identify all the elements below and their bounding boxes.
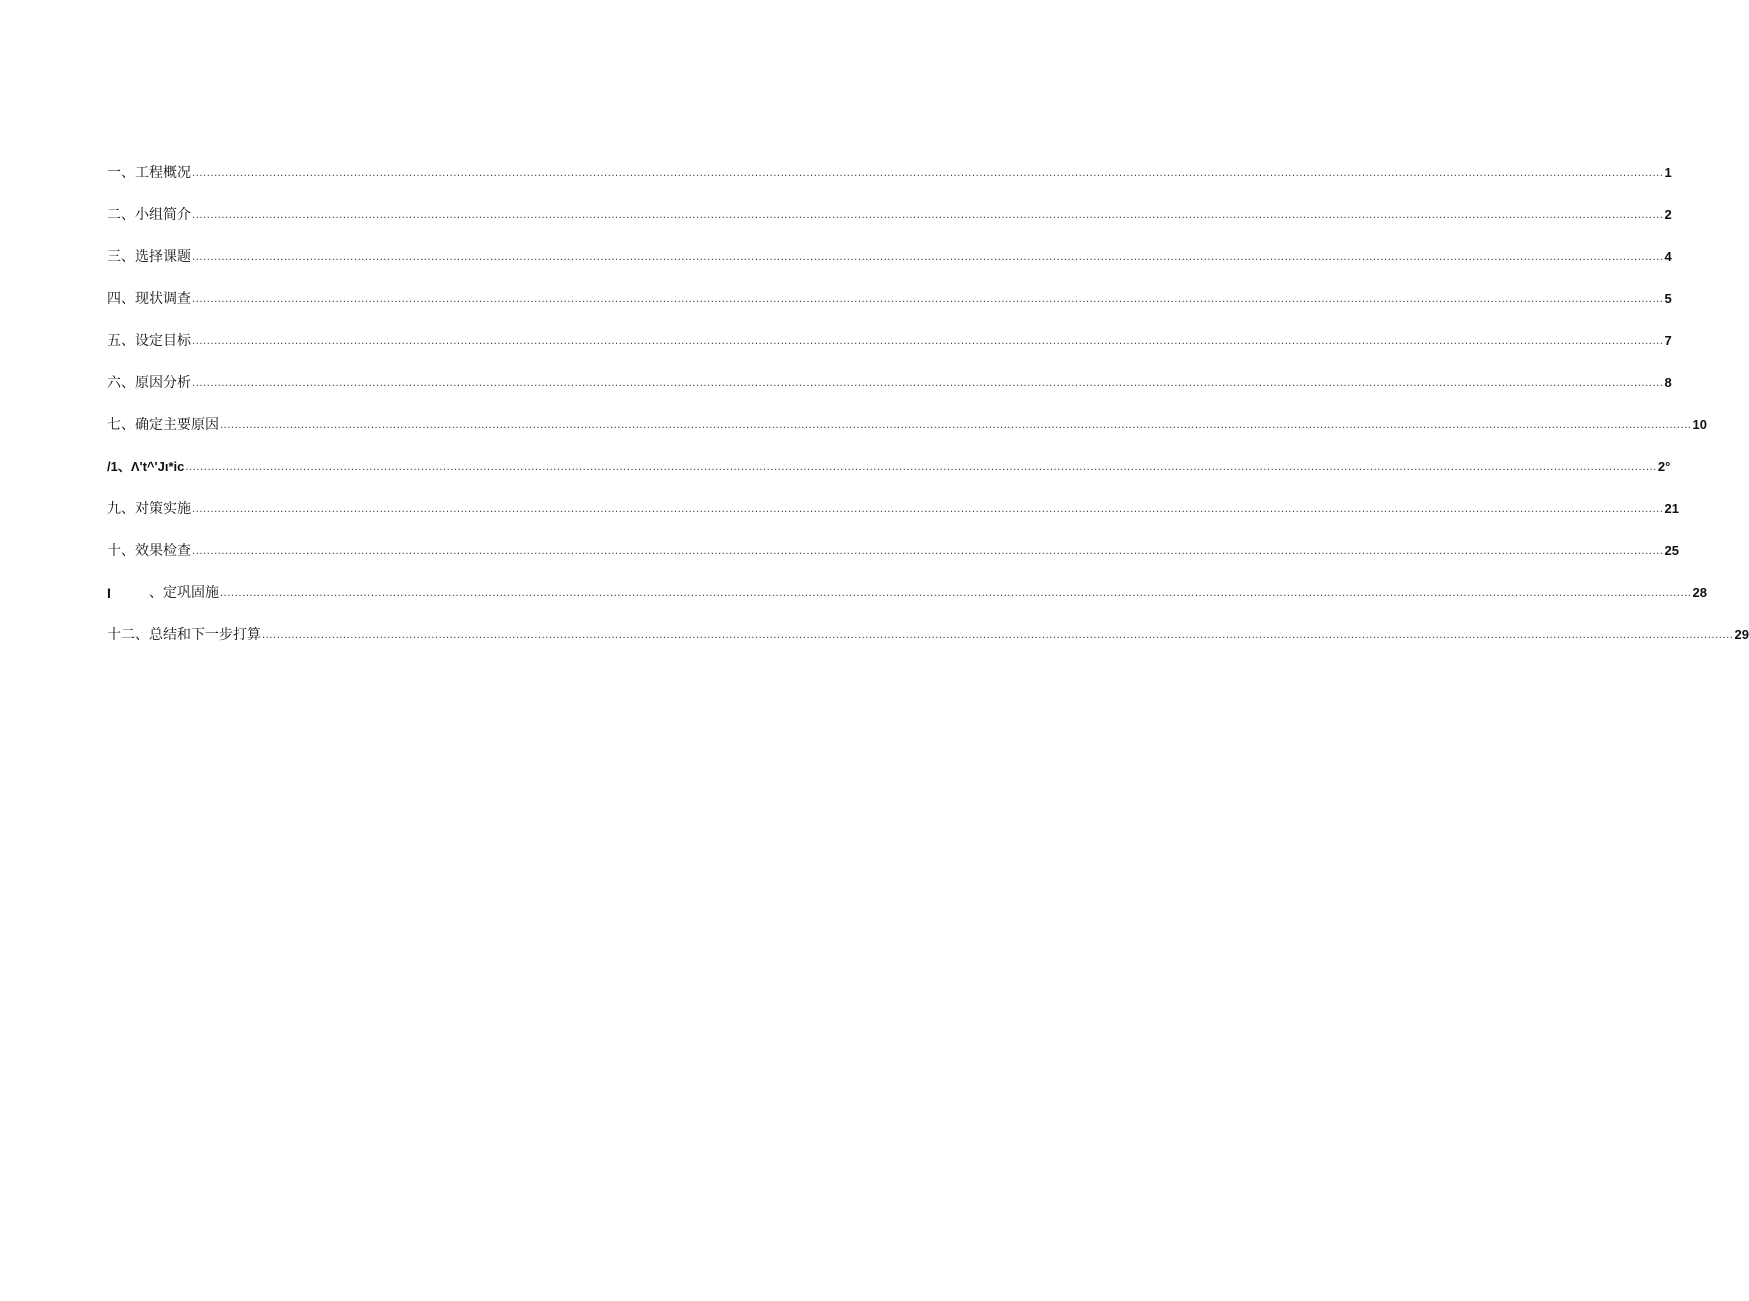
toc-entry-12[interactable] [107, 602, 1749, 644]
toc-entry-title: 现状调查 [135, 291, 191, 307]
toc-entry-page: 8 [1664, 375, 1672, 390]
toc-entry-number: 一、 [107, 165, 135, 181]
dot-leader: ................................................................................................................................................................................................................................................................................................................................................................................................................ [220, 420, 1692, 431]
dot-leader: ................................................................................................................................................................................................................................................................................................................................................................................................................ [192, 546, 1664, 557]
dot-leader: ................................................................................................................................................................................................................................................................................................................................................................................................................ [192, 294, 1664, 305]
toc-entry-11[interactable] [107, 560, 1707, 602]
dot-leader: ................................................................................................................................................................................................................................................................................................................................................................................................................ [192, 504, 1664, 515]
toc-entry-title: 总结和下一步打算 [149, 627, 261, 643]
toc-entry-page: 10 [1692, 417, 1707, 432]
toc-entry-7[interactable] [107, 392, 1707, 434]
toc-entry-page: 2° [1657, 459, 1671, 474]
toc-entry-number: 六、 [107, 375, 135, 391]
toc-entry-number: 十二、 [107, 627, 149, 643]
toc-entry-page: 29 [1734, 627, 1749, 642]
toc-entry-title: 原因分析 [135, 375, 191, 391]
toc-entry-number: 五、 [107, 333, 135, 349]
toc-entry-9[interactable] [107, 476, 1679, 518]
toc-entry-number: /1、 [107, 459, 131, 474]
toc-entry-3[interactable] [107, 224, 1672, 266]
toc-entry-number: 三、 [107, 249, 135, 265]
toc-entry-number: 四、 [107, 291, 135, 307]
toc-entry-page: 28 [1692, 585, 1707, 600]
toc-entry-1[interactable] [107, 158, 1672, 182]
toc-entry-title: Λ't^'Jι*ic [130, 459, 185, 474]
dot-leader: ................................................................................................................................................................................................................................................................................................................................................................................................................ [192, 336, 1664, 347]
toc-entry-page: 21 [1664, 501, 1679, 516]
toc-entry-5[interactable] [107, 308, 1672, 350]
toc-entry-2[interactable] [107, 182, 1672, 224]
toc-entry-page: 2 [1664, 207, 1672, 222]
toc-entry-title: 小组简介 [135, 207, 191, 223]
toc-entry-6[interactable] [107, 350, 1672, 392]
toc-entry-page: 25 [1664, 543, 1679, 558]
toc-entry-number: 九、 [107, 501, 135, 517]
toc-entry-page: 1 [1664, 165, 1672, 180]
toc-entry-title: 、定巩固施 [149, 585, 219, 601]
toc-entry-page: 5 [1664, 291, 1672, 306]
toc-entry-page: 7 [1664, 333, 1672, 348]
dot-leader: ................................................................................................................................................................................................................................................................................................................................................................................................................ [192, 252, 1664, 263]
toc-entry-page: 4 [1664, 249, 1672, 264]
dot-leader: ................................................................................................................................................................................................................................................................................................................................................................................................................ [192, 378, 1664, 389]
dot-leader: ................................................................................................................................................................................................................................................................................................................................................................................................................ [192, 168, 1664, 179]
dot-leader: ................................................................................................................................................................................................................................................................................................................................................................................................................ [185, 462, 1657, 473]
toc-entry-8[interactable] [107, 434, 1671, 476]
toc-entry-number: 十、 [107, 543, 135, 559]
toc-entry-title: 效果检查 [135, 543, 191, 559]
toc-entry-title: 设定目标 [135, 333, 191, 349]
dot-leader: ................................................................................................................................................................................................................................................................................................................................................................................................................ [262, 630, 1734, 641]
toc-entry-title: 工程概况 [135, 165, 191, 181]
toc-entry-number: 二、 [107, 207, 135, 223]
dot-leader: ................................................................................................................................................................................................................................................................................................................................................................................................................ [192, 210, 1664, 221]
toc-entry-10[interactable] [107, 518, 1679, 560]
toc-entry-title: 对策实施 [135, 501, 191, 517]
toc-entry-4[interactable] [107, 266, 1672, 308]
toc-entry-number: 七、 [107, 417, 135, 433]
toc-entry-title: 选择课题 [135, 249, 191, 265]
dot-leader: ................................................................................................................................................................................................................................................................................................................................................................................................................ [220, 588, 1692, 599]
toc-entry-title: 确定主要原因 [135, 417, 219, 433]
toc-entry-number: I [107, 585, 111, 601]
table-of-contents [107, 158, 1749, 644]
